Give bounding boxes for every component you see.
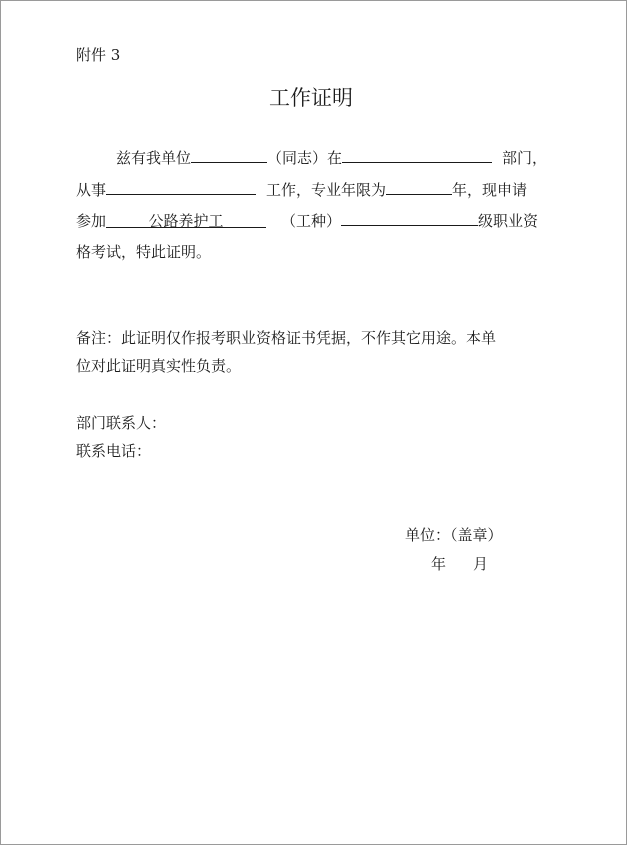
body-line-2	[76, 177, 527, 200]
body-line-3	[76, 208, 538, 231]
contact-phone-label: 联系电话：	[76, 442, 152, 460]
apply-text: 参加	[76, 212, 107, 230]
body-line-4: 格考试，特此证明。	[76, 243, 212, 261]
work-type-label: （工种）	[281, 212, 342, 230]
document-title: 工作证明	[269, 86, 353, 110]
year-label: 年	[431, 555, 447, 573]
work-years-text: 工作，专业年限为	[266, 181, 387, 199]
years-blank[interactable]	[386, 177, 452, 195]
year-apply-text: 年，现申请	[452, 181, 528, 199]
body-line-1	[116, 145, 547, 168]
contact-person-label: 部门联系人：	[76, 414, 167, 432]
remark-line-2: 位对此证明真实性负责。	[76, 357, 242, 375]
attachment-label: 附件 3	[76, 46, 121, 64]
level-text: 级职业资	[478, 212, 539, 230]
department-blank[interactable]	[342, 145, 492, 163]
work-blank[interactable]	[106, 177, 256, 195]
month-label: 月	[473, 555, 489, 573]
name-blank[interactable]	[191, 145, 267, 163]
comrade-text: （同志）在	[267, 149, 343, 167]
work-type-field[interactable]: 公路养护工	[106, 210, 266, 228]
unit-seal-label: 单位：（盖章）	[405, 526, 503, 544]
body-prefix-text: 兹有我单位	[116, 149, 192, 167]
level-blank[interactable]	[341, 208, 478, 226]
engage-text: 从事	[76, 181, 107, 199]
remark-line-1: 备注：此证明仅作报考职业资格证书凭据，不作其它用途。本单	[76, 329, 497, 347]
department-text: 部门，	[502, 149, 548, 167]
